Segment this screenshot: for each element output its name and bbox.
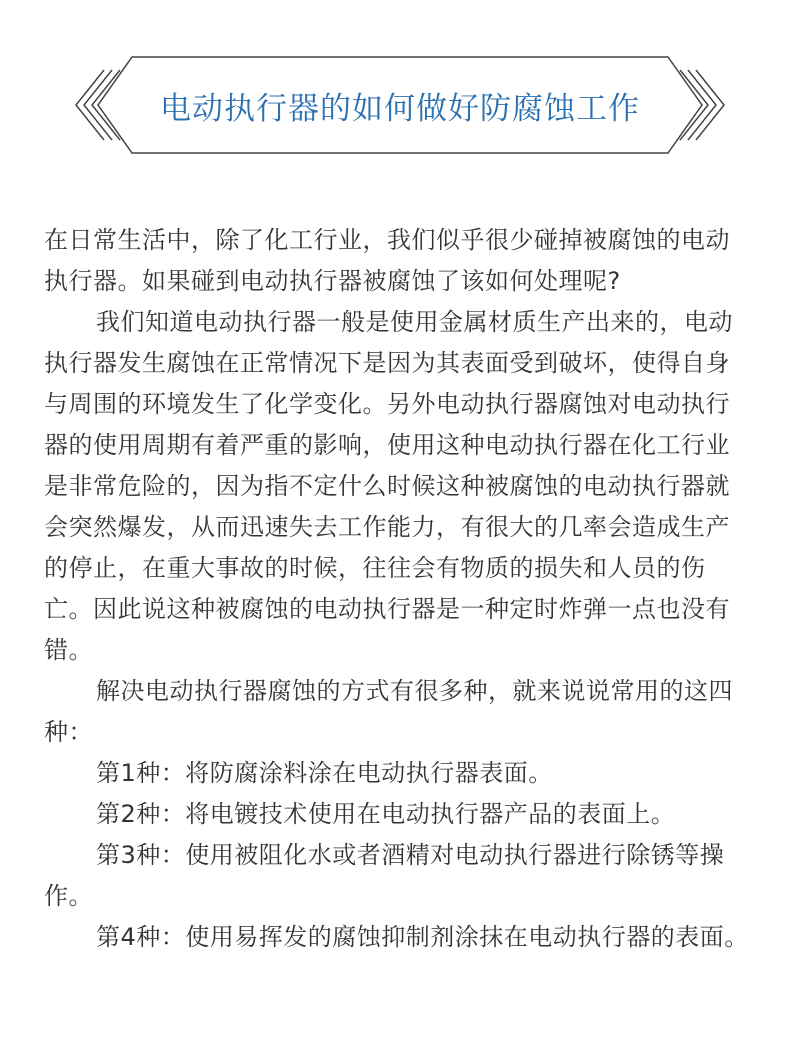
list-item: 第1种：将防腐涂料涂在电动执行器表面。 xyxy=(96,759,553,787)
list-item: 第4种：使用易挥发的腐蚀抑制剂涂抹在电动执行器的表面。 xyxy=(96,923,749,951)
list-item: 第2种：将电镀技术使用在电动执行器产品的表面上。 xyxy=(96,800,676,828)
title-banner xyxy=(70,56,730,154)
paragraph: 在日常生活中，除了化工行业，我们似乎很少碰掉被腐蚀的电动执行器。如果碰到电动执行器被腐蚀了该如何处理呢? xyxy=(44,226,730,295)
page-title: 电动执行器的如何做好防腐蚀工作 xyxy=(160,90,640,127)
paragraph: 解决电动执行器腐蚀的方式有很多种，就来说说常用的这四种： xyxy=(44,677,733,746)
paragraph: 我们知道电动执行器一般是使用金属材质生产出来的，电动执行器发生腐蚀在正常情况下是因为其表面受到破坏，使得自身与周围的环境发生了化学变化。另外电动执行器腐蚀对电动执行器的使用周期有着严重的影响，使用这种电动执行器在化工行业是非常危险的，因为指不定什么时候这种被腐蚀的电动执行器就会突然爆发，从而迅速失去工作能力，有很大的几率会造成生产的停止，在重大事故的时候，往往会有物质的损失和人员的伤亡。因此说这种被腐蚀的电动执行器是一种定时炸弹一点也没有错。 xyxy=(44,308,733,664)
article-body xyxy=(44,220,750,958)
list-item: 第3种：使用被阻化水或者酒精对电动执行器进行除锈等操作。 xyxy=(44,841,725,910)
